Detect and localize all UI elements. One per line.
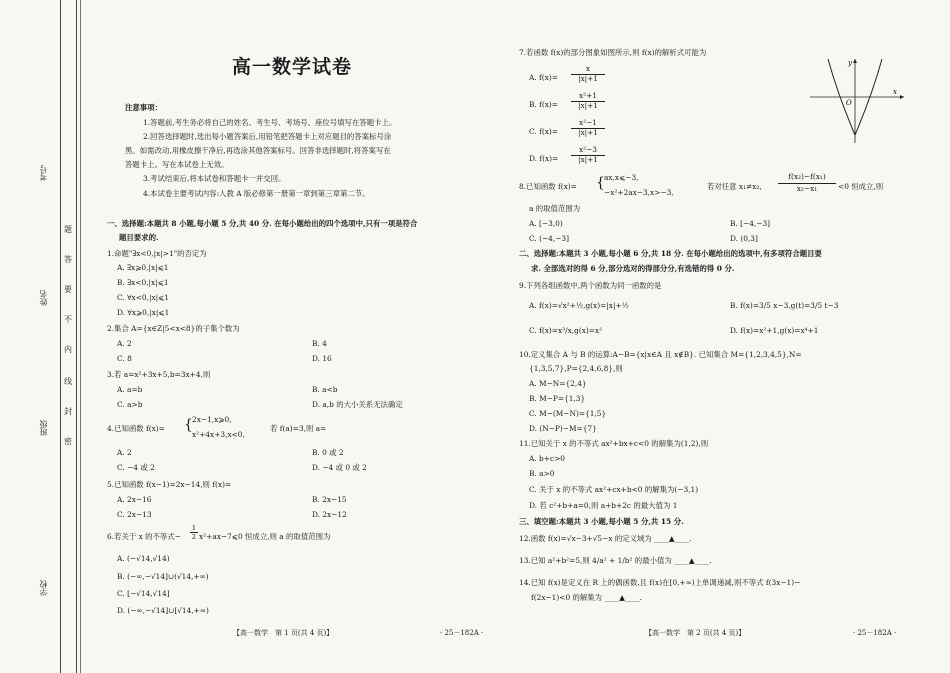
seal-char: 线 — [64, 377, 72, 386]
q2-option-a: A. 2 — [117, 339, 132, 348]
q4-case-1: 2x−1,x⩾0, — [192, 415, 232, 424]
q7-option-d-num: x²−3 — [578, 145, 598, 154]
q1-option-b: B. ∃x<0,|x|⩽1 — [117, 278, 169, 287]
q3-stem: 3.若 a=x²+3x+5,b=3x+4,则 — [107, 370, 211, 379]
q11-option-d: D. 若 c²+b+a=0,则 a+b+2c 的最大值为 1 — [529, 501, 678, 510]
q8-brace: { — [596, 175, 605, 191]
q14-stem-cont: f(2x−1)<0 的解集为 ____▲____. — [531, 593, 643, 602]
q5-option-d: D. 2x−12 — [312, 510, 347, 519]
q4-option-d: D. −4 或 0 或 2 — [312, 463, 367, 472]
q8-case-1: ax,x⩽−3, — [604, 173, 639, 182]
q5-option-c: C. 2x−13 — [117, 510, 152, 519]
q3-option-d: D. a,b 的大小关系无法确定 — [312, 400, 403, 409]
note-line: 黑。如需改动,用橡皮擦干净后,再选涂其他答案标号。回答非选择题时,将答案写在 — [125, 146, 391, 155]
q8-case-2: −x²+2ax−3,x>−3, — [604, 188, 674, 197]
q7-option-b-pre: B. f(x)= — [529, 100, 558, 109]
graph-x-label: x — [893, 88, 897, 96]
footer-right-page: 【高一数学 第 2 页(共 4 页)】 — [645, 629, 746, 637]
q11-option-b: B. a>0 — [529, 469, 555, 478]
q6-stem-post: x²+ax−7⩽0 恒成立,则 a 的取值范围为 — [199, 532, 331, 541]
class-label: 班级 — [39, 420, 48, 436]
seal-char: 不 — [64, 315, 72, 324]
q2-stem: 2.集合 A={x∈Z|5<x<8}的子集个数为 — [107, 324, 240, 333]
note-line: 1.答题前,考生务必将自己的姓名、考生号、考场号、座位号填写在答题卡上。 — [143, 118, 397, 127]
note-line: 答题卡上。写在本试卷上无效。 — [125, 160, 229, 169]
q9-option-b: B. f(x)=3/5 x−3,g(t)=3/5 t−3 — [730, 301, 839, 310]
q7-option-a-pre: A. f(x)= — [529, 73, 558, 82]
q6-frac-den: 2 — [191, 533, 197, 541]
q5-option-a: A. 2x−16 — [117, 495, 152, 504]
q10-option-b: B. M−P={1,3} — [529, 394, 586, 403]
school-label: 学校 — [39, 580, 48, 596]
section-2-heading: 二、选择题:本题共 3 小题,每小题 6 分,共 18 分. 在每小题给出的选项中,有多项符合题目要 — [519, 249, 822, 258]
q8-option-a: A. [−3,0) — [529, 219, 563, 228]
note-line: 2.回答选择题时,选出每小题答案后,用铅笔把答题卡上对应题目的答案标号涂 — [143, 132, 392, 141]
q1-stem: 1.命题"∃x<0,|x|>1"的否定为 — [107, 249, 207, 258]
q10-option-d: D. (N−P)−M={7} — [529, 424, 597, 433]
seal-char: 题 — [64, 225, 72, 234]
seal-char: 密 — [64, 437, 72, 446]
q5-stem: 5.已知函数 f(x−1)=2x−14,则 f(x)= — [107, 480, 232, 489]
notes-heading: 注意事项： — [125, 103, 162, 112]
section-1-heading-cont: 题目要求的. — [119, 233, 159, 242]
section-1-heading: 一、选择题:本题共 8 小题,每小题 5 分,共 40 分. 在每小题给出的四个选项中,只有一项是符合 — [107, 219, 418, 228]
q7-option-d-pre: D. f(x)= — [529, 154, 559, 163]
q3-option-a: A. a=b — [117, 385, 143, 394]
q3-option-b: B. a<b — [312, 385, 338, 394]
q12-stem: 12.函数 f(x)=√x−3+√5−x 的定义域为 ____▲____. — [519, 534, 692, 543]
q6-option-c: C. [−√14,√14] — [117, 589, 170, 598]
q9-stem: 9.下列各组函数中,两个函数为同一函数的是 — [519, 281, 662, 290]
q11-option-c: C. 关于 x 的不等式 ax²+cx+b<0 的解集为(−3,1) — [529, 485, 699, 494]
section-3-heading: 三、填空题:本题共 3 小题,每小题 5 分,共 15 分. — [519, 517, 684, 526]
q2-option-b: B. 4 — [312, 339, 327, 348]
q7-function-graph — [808, 55, 908, 145]
seal-char: 封 — [64, 407, 72, 416]
q7-option-b-num: x²+1 — [578, 91, 598, 100]
q10-stem: 10.定义集合 A 与 B 的运算:A−B={x|x∈A 且 x∉B}. 已知集合 M={1,2,3,4,5},N= — [519, 350, 802, 359]
q8-option-b: B. [−4,−3] — [730, 219, 771, 228]
graph-origin-label: O — [846, 99, 852, 107]
graph-y-label: y — [848, 59, 852, 67]
q8-option-d: D. (0,3] — [730, 234, 758, 243]
q7-option-a-den: |x|+1 — [577, 74, 599, 83]
footer-right-code: · 25－182A · — [853, 629, 897, 637]
seal-char: 要 — [64, 285, 72, 294]
q10-option-c: C. M−(M−N)={1,5} — [529, 409, 607, 418]
q6-frac-num: 1 — [191, 524, 197, 532]
q4-brace: { — [184, 417, 193, 433]
q8-stem-line2: a 的取值范围为 — [529, 204, 581, 213]
q4-option-b: B. 0 或 2 — [312, 448, 344, 457]
q1-option-d: D. ∀x⩾0,|x|⩽1 — [117, 308, 170, 317]
q1-option-a: A. ∃x⩾0,|x|⩽1 — [117, 263, 169, 272]
q8-frac-den: x₂−x₁ — [796, 184, 818, 193]
q3-option-c: C. a>b — [117, 400, 143, 409]
q9-option-d: D. f(x)=x²+1,g(x)=x⁴+1 — [730, 326, 819, 335]
note-line: 3.考试结束后,将本试卷和答题卡一并交回。 — [143, 174, 286, 183]
q8-frac-num: f(x₂)−f(x₁) — [788, 172, 826, 181]
q1-option-c: C. ∀x<0,|x|⩽1 — [117, 293, 170, 302]
q10-option-a: A. M−N={2,4} — [529, 379, 587, 388]
q7-option-c-num: x²−1 — [578, 118, 598, 127]
q7-option-a-num: x — [585, 64, 591, 73]
section-2-heading-cont: 求. 全部选对的得 6 分,部分选对的得部分分,有选错的得 0 分. — [531, 264, 735, 273]
graph-x-arrow — [900, 95, 904, 99]
q7-option-c-pre: C. f(x)= — [529, 127, 558, 136]
examno-label: 考号 — [39, 165, 48, 181]
q7-stem: 7.若函数 f(x)的部分图象如图所示,则 f(x)的解析式可能为 — [519, 48, 707, 57]
name-label: 姓名 — [39, 290, 48, 306]
q4-option-c: C. −4 或 2 — [117, 463, 155, 472]
seal-char: 内 — [64, 345, 72, 354]
q9-option-a: A. f(x)=√x²+½,g(x)=|x|+½ — [529, 301, 629, 310]
q7-option-c-den: |x|+1 — [577, 128, 599, 137]
q2-option-d: D. 16 — [312, 354, 332, 363]
q10-stem-cont: {1,3,5,7},P={2,4,6,8},则 — [529, 364, 623, 373]
footer-left-code: · 25－182A · — [440, 629, 484, 637]
footer-left-page: 【高一数学 第 1 页(共 4 页)】 — [233, 629, 334, 637]
q7-option-d-den: |x|+1 — [577, 155, 599, 164]
q7-option-b-den: |x|+1 — [577, 101, 599, 110]
q13-stem: 13.已知 a²+b²=5,则 4/a² + 1/b² 的最小值为 ____▲____. — [519, 556, 712, 565]
q4-option-a: A. 2 — [117, 448, 132, 457]
seal-char: 答 — [64, 255, 72, 264]
q5-option-b: B. 2x−15 — [312, 495, 347, 504]
q14-stem: 14.已知 f(x)是定义在 R 上的偶函数,且 f(x)在[0,+∞)上单调递减,则不等式 f(3x−1)− — [519, 578, 801, 587]
q4-case-2: x²+4x+3,x<0, — [192, 430, 245, 439]
note-line: 4.本试卷主要考试内容:人教 A 版必修第一册第一章到第三章第二节。 — [143, 189, 370, 198]
q9-option-c: C. f(x)=x³/x,g(x)=x² — [529, 326, 603, 335]
q4-stem: 4.已知函数 f(x)= — [107, 424, 165, 433]
q11-stem: 11.已知关于 x 的不等式 ax²+bx+c<0 的解集为(1,2),则 — [519, 439, 709, 448]
q6-option-d: D. (−∞,−√14]∪[√14,+∞) — [117, 606, 209, 615]
q6-option-a: A. (−√14,√14) — [117, 554, 170, 563]
q11-option-a: A. b+c>0 — [529, 454, 565, 463]
q8-option-c: C. (−4,−3] — [529, 234, 569, 243]
q2-option-c: C. 8 — [117, 354, 132, 363]
q4-stem-post: 若 f(a)=3,则 a= — [270, 424, 327, 433]
q8-stem-pre: 8.已知函数 f(x)= — [519, 182, 577, 191]
graph-y-arrow — [853, 59, 857, 63]
q8-stem-mid: 若对任意 x₁≠x₂, — [707, 182, 762, 191]
page-title: 高一数学试卷 — [232, 56, 353, 78]
q8-stem-post: <0 恒成立,则 — [838, 182, 884, 191]
q6-option-b: B. (−∞,−√14]∪(√14,+∞) — [117, 572, 209, 581]
q6-stem: 6.若关于 x 的不等式− — [107, 532, 181, 541]
